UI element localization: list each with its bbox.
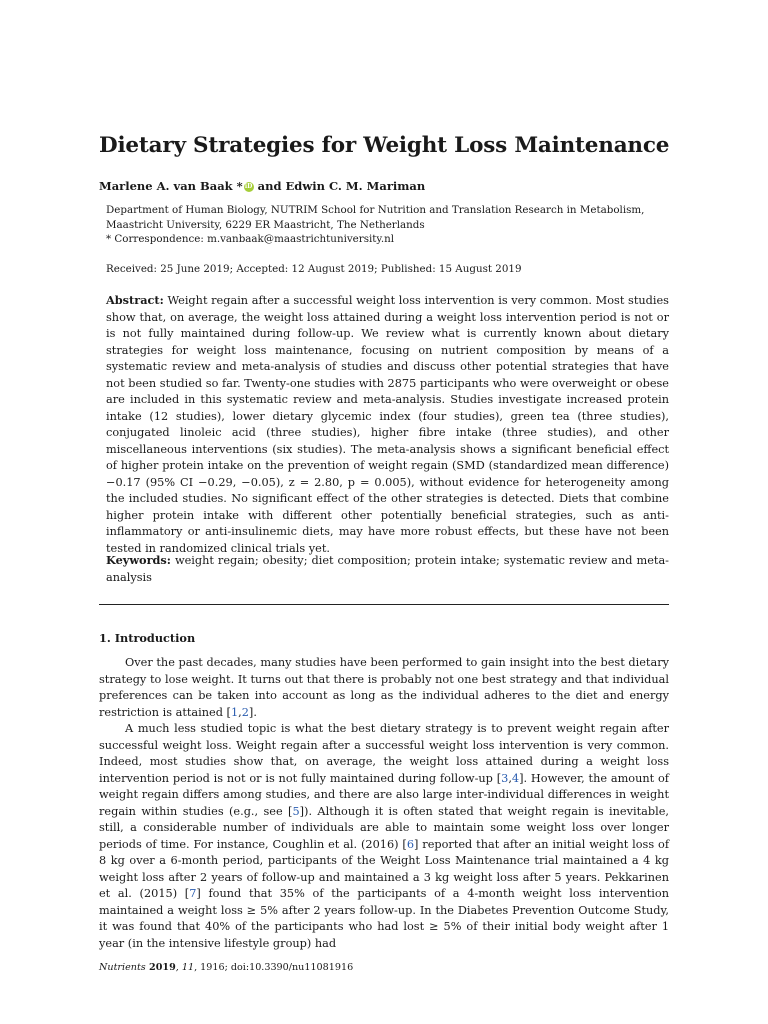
citation-link[interactable]: 2 [241,705,249,719]
orcid-icon[interactable]: iD [244,183,253,190]
paragraph-2: A much less studied topic is what the best dietary strategy is to prevent weight regain after successful weight loss. Weight regain after a successful weight loss intervention is very common. Indeed, most studies show that, on average, the weight loss attained during a weight loss intervention period is not or is not fully maintained during follow-up [3,4]. However, the amount of weight regain differs among studies, and there are also large inter-individual differences in weight regain within studies (e.g., see [5]). Although it is often stated that weight regain is inevitable, still, a considerable number of individuals are able to maintain some weight loss over longer periods of time. For instance, Coughlin et al. (2016) [6] reported that after an initial weight loss of 8 kg over a 6-month period, participants of the Weight Loss Maintenance trial maintained a 4 kg weight loss after 2 years of follow-up and maintained a 3 kg weight loss after 5 years. Pekkarinen et al. (2015) [7] found that 35% of the participants of a 4-month weight loss intervention maintained a weight loss ≥ 5% after 2 years follow-up. In the Diabetes Prevention Outcome Study, it was found that 40% of the participants who had lost ≥ 5% of their initial body weight after 1 year (in the intensive lifestyle group) had [99,722,670,950]
paragraph-1: Over the past decades, many studies have been performed to gain insight into the best dietary strategy to lose weight. It turns out that there is probably not one best strategy and that individual preferences can be taken into account as long as the individual adheres to the diet and energy restriction is attained [1,2]. [99,656,669,719]
journal-name: Nutrients [99,962,146,973]
publication-dates: Received: 25 June 2019; Accepted: 12 August 2019; Published: 15 August 2019 [106,263,522,275]
doi-text: , 1916; doi:10.3390/nu11081916 [194,962,354,973]
citation-link[interactable]: 3 [501,771,509,785]
affiliation-line-2: Maastricht University, 6229 ER Maastricht, The Netherlands [106,218,425,231]
journal-year: 2019 [145,962,176,973]
section-divider [99,604,669,605]
abstract [106,292,669,557]
keywords [106,552,669,586]
section-heading: 1. Introduction [99,631,196,645]
citation-link[interactable]: 6 [406,837,415,851]
citation-link[interactable]: 1 [230,705,239,719]
keywords-text: weight regain; obesity; diet composition; protein intake; systematic review and meta-analysis [106,554,669,584]
paper-title: Dietary Strategies for Weight Loss Maintenance [99,133,670,158]
journal-volume: , 11 [175,962,195,973]
keywords-label: Keywords: [106,553,171,567]
introduction-body [99,655,669,952]
affiliation [106,203,644,247]
abstract-text: Weight regain after a successful weight loss intervention is very common. Most studies show that, on average, the weight loss attained during a weight loss intervention period is not or is not fully maintained during follow-up. We review what is currently known about dietary strategies for weight loss maintenance, focusing on nutrient composition by means of a systematic review and meta-analysis of studies and discuss other potential strategies that have not been studied so far. Twenty-one studies with 2875 participants who were overweight or obese are included in this systematic review and meta-analysis. Studies investigate increased protein intake (12 studies), lower dietary glycemic index (four studies), green tea (three studies), conjugated linoleic acid (three studies), higher fibre intake (three studies), and other miscellaneous interventions (six studies). The meta-analysis shows a significant beneficial effect of higher protein intake on the prevention of weight regain (SMD (standardized mean difference) −0.17 (95% CI −0.29, −0.05), z = 2.80, p = 0.005), without evidence for heterogeneity among the included studies. No significant effect of the other strategies is detected. Diets that combine higher protein intake with different other potentially beneficial strategies, such as anti-inflammatory or anti-insulinemic diets, may have more robust effects, but these have not been tested in randomized clinical trials yet. [106,294,669,555]
author-list [99,179,425,193]
citation-link[interactable]: 7 [189,887,197,900]
citation-link[interactable]: 4 [511,771,520,785]
citation-link[interactable]: 5 [292,804,300,818]
abstract-label: Abstract: [106,293,164,307]
first-author: Marlene A. van Baak * [99,179,243,193]
second-author: and Edwin C. M. Mariman [253,179,426,193]
affiliation-line-1: Department of Human Biology, NUTRIM School for Nutrition and Translation Research in Metabolism, [106,204,645,216]
correspondence: * Correspondence: m.vanbaak@maastrichtuniversity.nl [106,233,395,245]
citation-footer [99,962,353,973]
